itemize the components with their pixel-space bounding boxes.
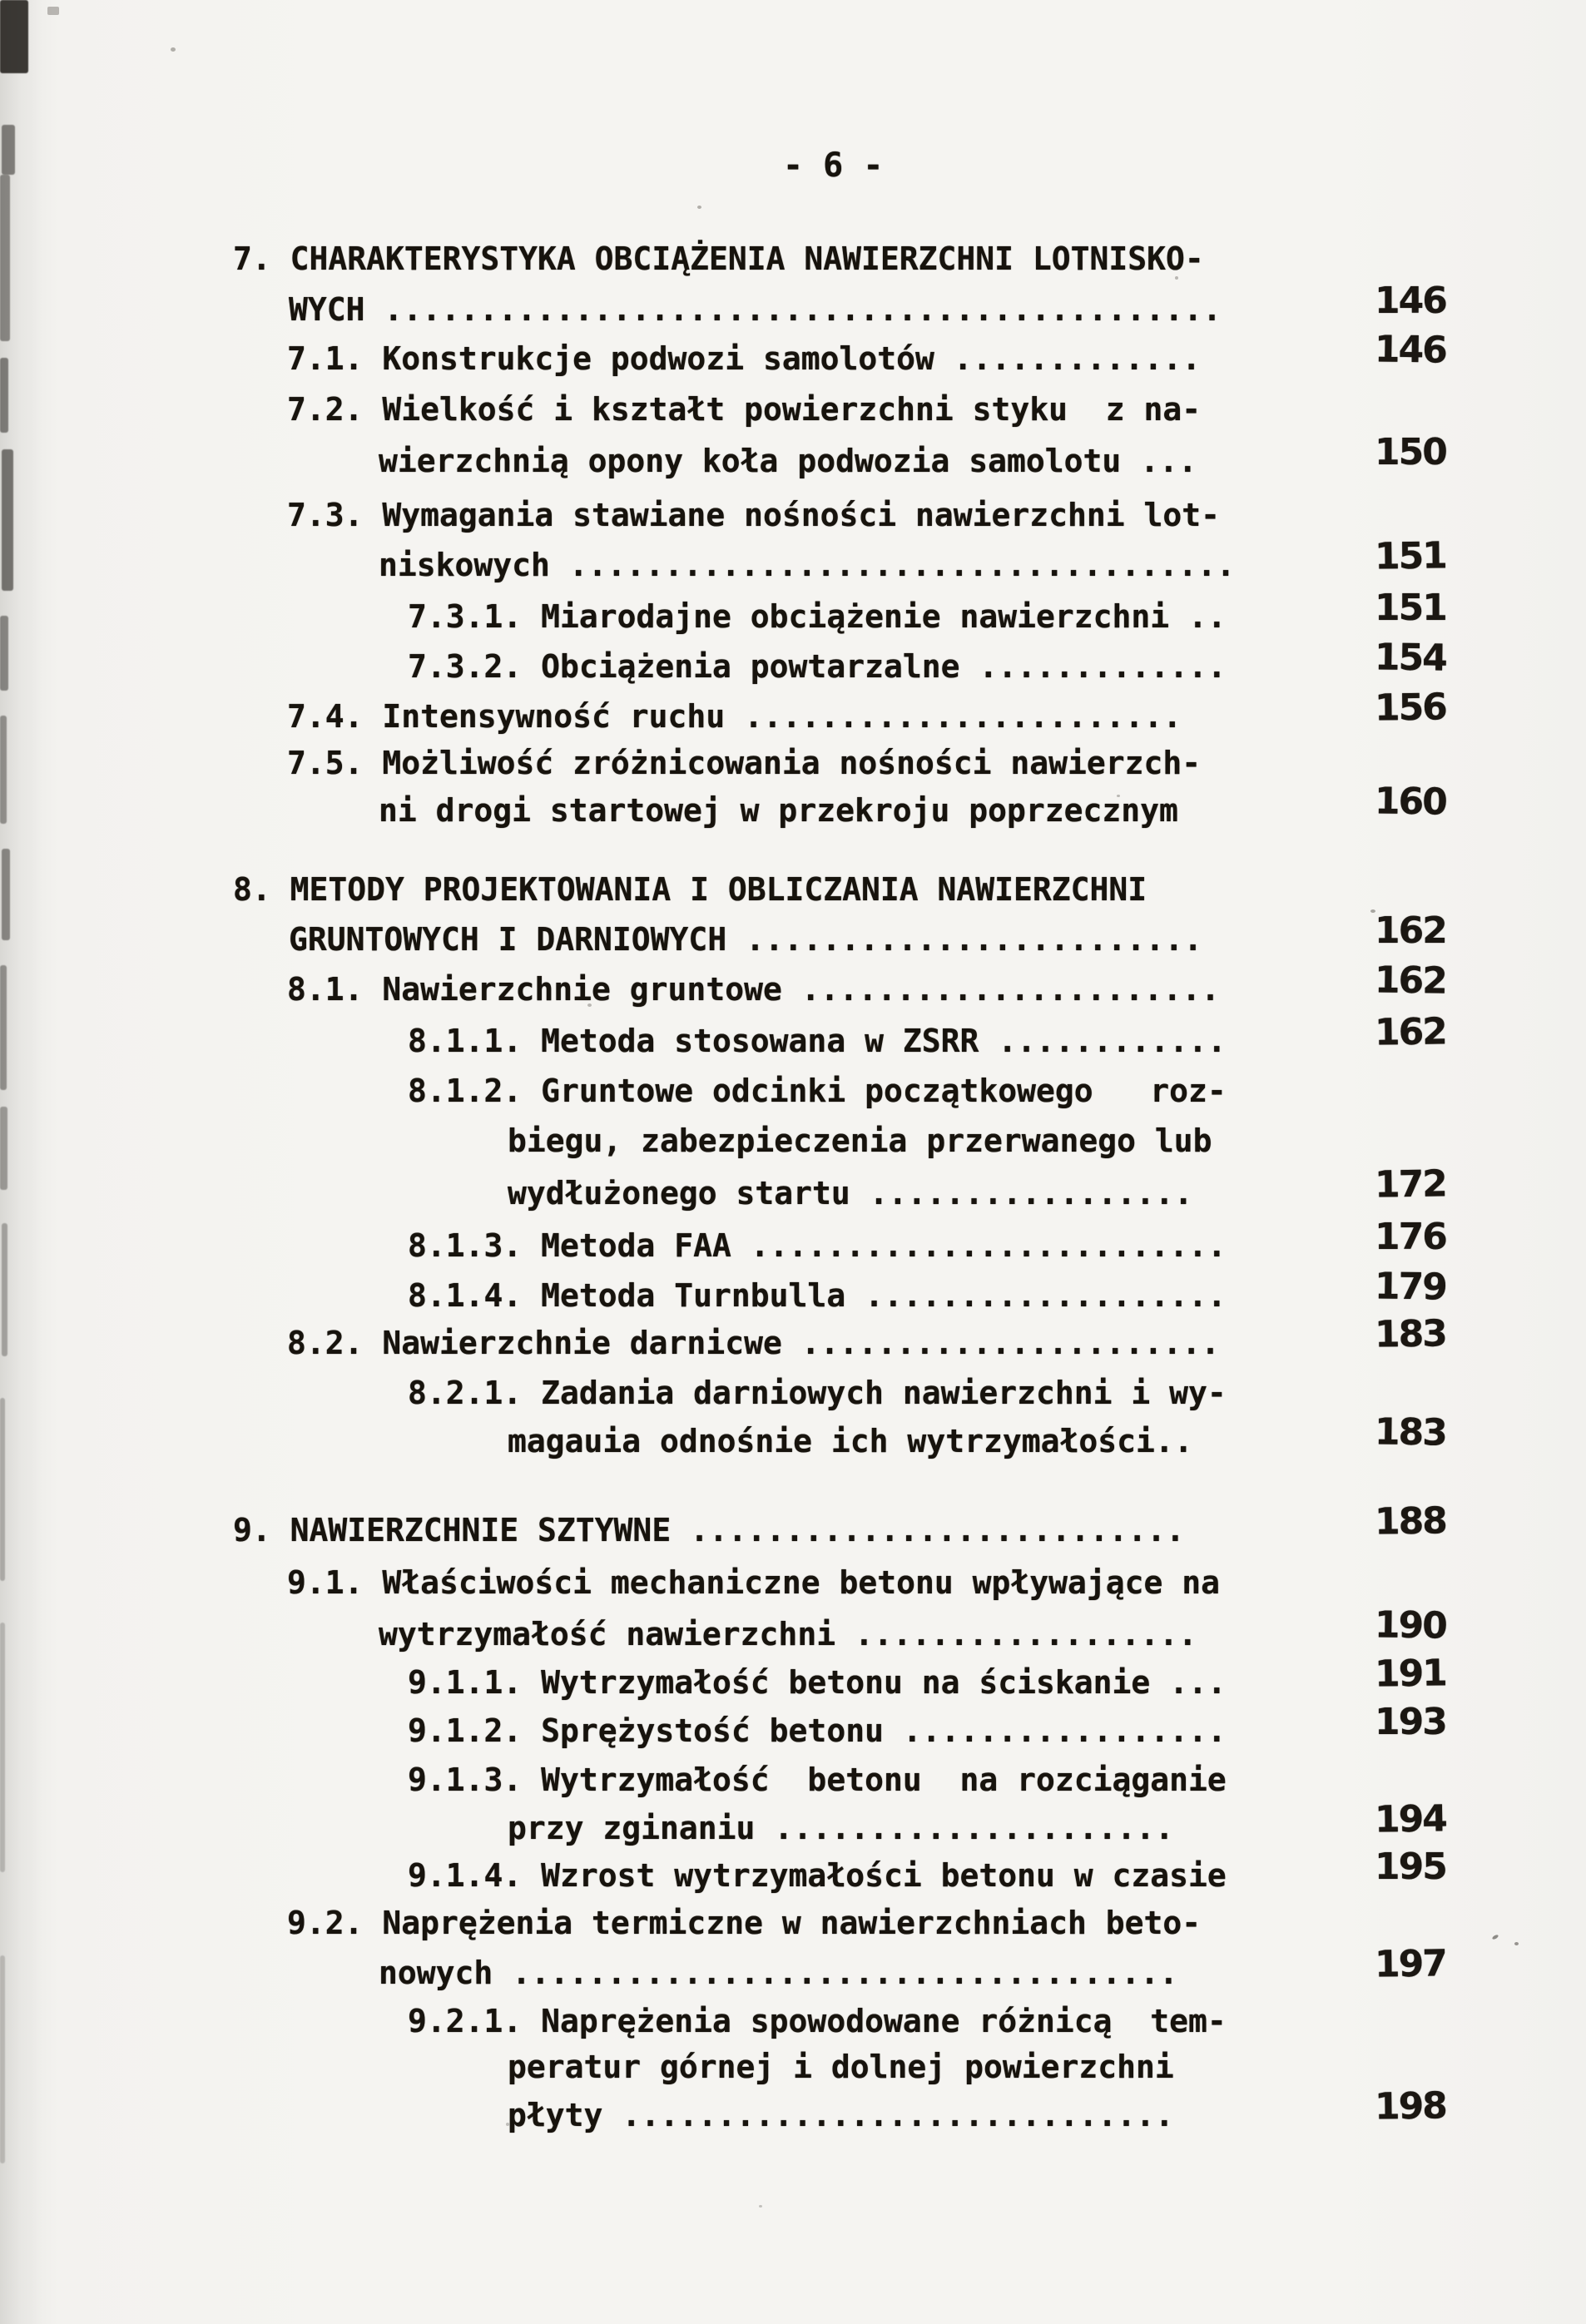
toc-line: 8.1.2. Gruntowe odcinki początkowego roz- bbox=[408, 1073, 1227, 1109]
page-number: 162 bbox=[1374, 959, 1447, 1003]
toc-line: 9.1.3. Wytrzymałość betonu na rozciąganie bbox=[408, 1762, 1227, 1798]
toc-line: 7.3.2. Obciążenia powtarzalne ............. bbox=[408, 648, 1227, 685]
page-number: 154 bbox=[1374, 636, 1447, 680]
page-number: 176 bbox=[1375, 1216, 1446, 1258]
page-number: 162 bbox=[1375, 909, 1446, 952]
toc-line: 9.1.4. Wzrost wytrzymałości betonu w czasie bbox=[408, 1857, 1227, 1894]
page-number: 150 bbox=[1375, 431, 1446, 473]
page-number: 160 bbox=[1374, 780, 1447, 824]
page-number-header: - 6 - bbox=[783, 146, 884, 185]
toc-line: 9.1.2. Sprężystość betonu ................. bbox=[408, 1712, 1227, 1749]
toc-line: 8.1.1. Metoda stosowana w ZSRR ............ bbox=[408, 1023, 1227, 1059]
toc-line: 9.2. Naprężenia termiczne w nawierzchniach beto- bbox=[287, 1905, 1202, 1941]
page-number: 194 bbox=[1374, 1797, 1447, 1841]
toc-line: 8.1.3. Metoda FAA ......................... bbox=[408, 1227, 1227, 1264]
toc-line: 7.4. Intensywność ruchu ....................... bbox=[287, 698, 1182, 735]
page-number: 183 bbox=[1374, 1410, 1447, 1454]
toc-line: 7.2. Wielkość i kształt powierzchni styku z na- bbox=[287, 391, 1202, 428]
page-number: 193 bbox=[1375, 1701, 1446, 1743]
toc-line: przy zginaniu ..................... bbox=[508, 1810, 1174, 1846]
toc-line: 9.1. Właściwości mechaniczne betonu wpływające na bbox=[287, 1564, 1221, 1601]
toc-line: 7. CHARAKTERYSTYKA OBCIĄŻENIA NAWIERZCHNI LOTNISKO- bbox=[233, 240, 1204, 277]
toc-line: 7.1. Konstrukcje podwozi samolotów ............. bbox=[287, 340, 1202, 377]
toc-line: wierzchnią opony koła podwozia samolotu ... bbox=[379, 443, 1197, 479]
page-number: 197 bbox=[1374, 1942, 1447, 1986]
page-number: 151 bbox=[1374, 534, 1447, 578]
toc-line: 7.3. Wymagania stawiane nośności nawierzchni lot- bbox=[287, 497, 1221, 533]
toc-line: 7.5. Możliwość zróżnicowania nośności nawierzch- bbox=[287, 745, 1202, 781]
toc-line: 9.2.1. Naprężenia spowodowane różnicą tem- bbox=[408, 2003, 1227, 2039]
page-number: 172 bbox=[1374, 1162, 1447, 1207]
toc-line: 8.2. Nawierzchnie darnicwe ...................... bbox=[287, 1325, 1221, 1361]
page-number: 188 bbox=[1374, 1499, 1447, 1544]
toc-line: 7.3.1. Miarodajne obciążenie nawierzchni .. bbox=[408, 598, 1227, 635]
toc-line: 8.1.4. Metoda Turnbulla ................... bbox=[408, 1277, 1227, 1314]
page-number: 151 bbox=[1375, 587, 1446, 629]
page-number: 195 bbox=[1375, 1846, 1446, 1888]
page-number: 156 bbox=[1374, 686, 1447, 730]
toc-line: niskowych ................................... bbox=[379, 547, 1236, 583]
toc-line: wydłużonego startu ................. bbox=[508, 1175, 1193, 1212]
page-number: 191 bbox=[1374, 1652, 1447, 1696]
toc-line: peratur górnej i dolnej powierzchni bbox=[508, 2049, 1174, 2085]
toc-line: 8.2.1. Zadania darniowych nawierzchni i wy- bbox=[408, 1375, 1227, 1411]
toc-line: nowych ................................... bbox=[379, 1955, 1178, 1991]
page-number: 183 bbox=[1374, 1312, 1447, 1356]
toc-line: ni drogi startowej w przekroju poprzecznym bbox=[379, 792, 1178, 829]
page-number: 146 bbox=[1375, 280, 1446, 322]
toc-line: 8.1. Nawierzchnie gruntowe ...................... bbox=[287, 971, 1221, 1008]
toc-line: 8. METODY PROJEKTOWANIA I OBLICZANIA NAWIERZCHNI bbox=[233, 871, 1147, 908]
toc-line: 9.1.1. Wytrzymałość betonu na ściskanie ... bbox=[408, 1664, 1227, 1701]
toc-line: płyty ............................. bbox=[508, 2097, 1174, 2133]
page-number: 190 bbox=[1374, 1603, 1447, 1648]
toc-line: 9. NAWIERZCHNIE SZTYWNE .......................... bbox=[233, 1512, 1185, 1549]
page-number: 198 bbox=[1374, 2084, 1447, 2128]
toc-line: magauia odnośnie ich wytrzymałości.. bbox=[508, 1423, 1193, 1459]
toc-line: biegu, zabezpieczenia przerwanego lub bbox=[508, 1122, 1212, 1159]
page-number: 146 bbox=[1374, 328, 1447, 372]
toc-line: GRUNTOWYCH I DARNIOWYCH ........................ bbox=[289, 921, 1203, 958]
toc-line: WYCH ............................................ bbox=[289, 291, 1222, 328]
toc-line: wytrzymałość nawierzchni .................. bbox=[379, 1616, 1197, 1653]
page-number: 162 bbox=[1374, 1010, 1447, 1054]
page-number: 179 bbox=[1374, 1265, 1447, 1309]
